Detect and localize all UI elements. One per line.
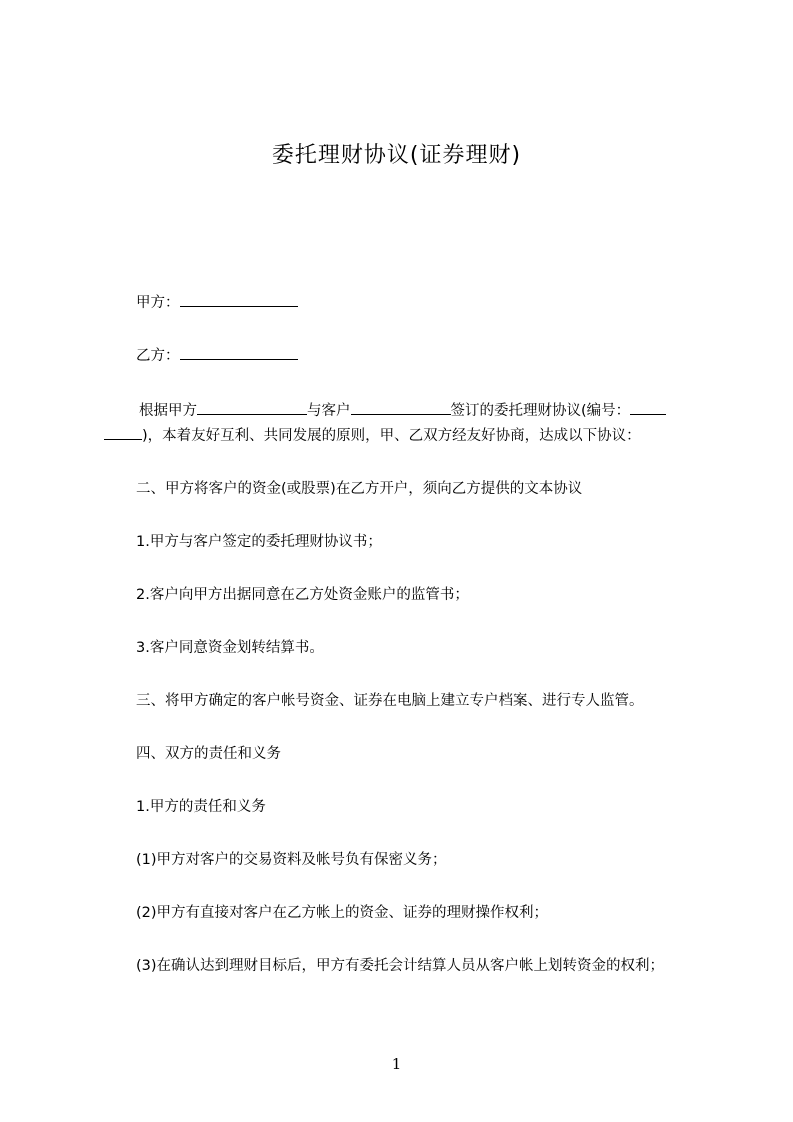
agreement-number-blank-2[interactable]	[104, 425, 142, 440]
intro-part-4: )，本着友好互利、共同发展的原则，甲、乙双方经友好协商，达成以下协议：	[142, 428, 641, 444]
paragraph: 二、甲方将客户的资金(或股票)在乙方开户，须向乙方提供的文本协议	[136, 481, 583, 497]
party-a-line	[136, 292, 298, 313]
paragraph: 3.客户同意资金划转结算书。	[136, 640, 324, 656]
paragraph: (3)在确认达到理财目标后，甲方有委托会计结算人员从客户帐上划转资金的权利；	[136, 958, 665, 974]
paragraph: (1)甲方对客户的交易资料及帐号负有保密义务；	[136, 852, 447, 868]
agreement-number-blank-1[interactable]	[630, 400, 666, 415]
party-a-blank[interactable]	[180, 292, 298, 307]
paragraph: 四、双方的责任和义务	[136, 746, 281, 762]
party-b-blank[interactable]	[180, 345, 298, 360]
party-b-line	[136, 345, 298, 366]
intro-part-3: 签订的委托理财协议(编号：	[450, 403, 631, 419]
party-a-label: 甲方：	[136, 295, 180, 311]
page-number: 1	[391, 1055, 402, 1073]
document-title: 委托理财协议(证券理财)	[271, 143, 522, 168]
paragraph: 1.甲方与客户签定的委托理财协议书；	[136, 534, 382, 550]
paragraph: 三、将甲方确定的客户帐号资金、证券在电脑上建立专户档案、进行专人监管。	[136, 693, 644, 709]
paragraph: 1.甲方的责任和义务	[136, 799, 266, 815]
intro-line-1	[139, 400, 666, 421]
intro-part-2: 与客户	[307, 403, 351, 419]
party-a-name-blank[interactable]	[197, 400, 307, 415]
paragraph: (2)甲方有直接对客户在乙方帐上的资金、证券的理财操作权利；	[136, 905, 549, 921]
party-b-label: 乙方：	[136, 348, 180, 364]
intro-part-1: 根据甲方	[139, 403, 197, 419]
intro-line-2	[104, 425, 641, 446]
client-name-blank[interactable]	[351, 400, 451, 415]
paragraph: 2.客户向甲方出据同意在乙方处资金账户的监管书；	[136, 587, 469, 603]
